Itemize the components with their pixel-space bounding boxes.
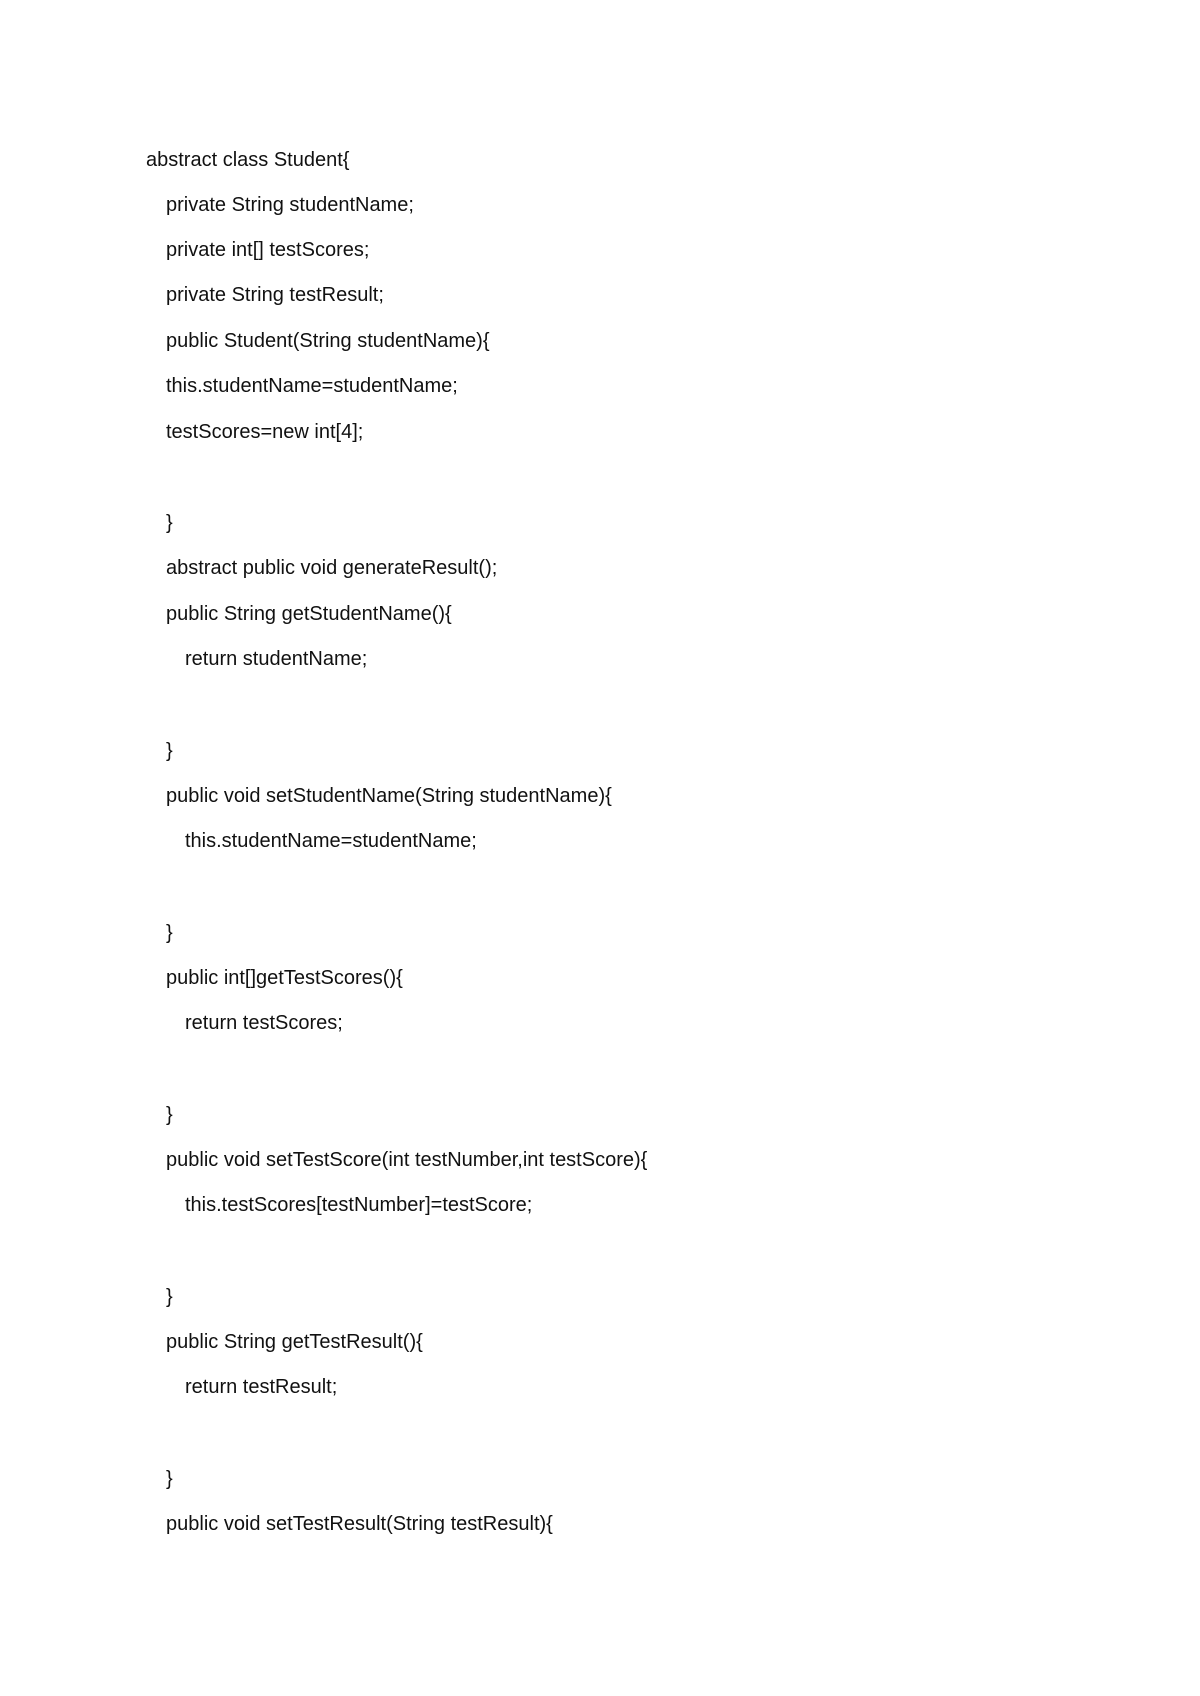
code-line-get-student-name: public String getStudentName(){ <box>166 603 452 625</box>
code-line-assign-test-score: this.testScores[testNumber]=testScore; <box>185 1194 533 1216</box>
code-line-closing-brace: } <box>166 740 173 762</box>
code-line-assign-student-name: this.studentName=studentName; <box>185 830 477 852</box>
code-line-constructor-assign-name: this.studentName=studentName; <box>166 375 458 397</box>
code-line-return-student-name: return studentName; <box>185 648 368 670</box>
code-line-get-test-result: public String getTestResult(){ <box>166 1331 423 1353</box>
code-line-field-test-result: private String testResult; <box>166 284 384 306</box>
code-line-constructor-signature: public Student(String studentName){ <box>166 330 490 352</box>
code-line-closing-brace: } <box>166 922 173 944</box>
code-line-set-test-result: public void setTestResult(String testResult){ <box>166 1513 553 1535</box>
code-line-closing-brace: } <box>166 512 173 534</box>
code-line-field-test-scores: private int[] testScores; <box>166 239 370 261</box>
code-line-abstract-generate-result: abstract public void generateResult(); <box>166 557 498 579</box>
code-line-closing-brace: } <box>166 1286 173 1308</box>
code-line-constructor-init-scores: testScores=new int[4]; <box>166 421 364 443</box>
code-line-get-test-scores: public int[]getTestScores(){ <box>166 967 403 989</box>
code-line-class-declaration: abstract class Student{ <box>146 149 350 171</box>
code-line-closing-brace: } <box>166 1104 173 1126</box>
code-line-closing-brace: } <box>166 1468 173 1490</box>
code-line-return-test-result: return testResult; <box>185 1376 338 1398</box>
code-line-set-test-score: public void setTestScore(int testNumber,int testScore){ <box>166 1149 648 1171</box>
code-line-return-test-scores: return testScores; <box>185 1012 343 1034</box>
code-line-set-student-name: public void setStudentName(String studentName){ <box>166 785 612 807</box>
code-line-field-student-name: private String studentName; <box>166 194 414 216</box>
